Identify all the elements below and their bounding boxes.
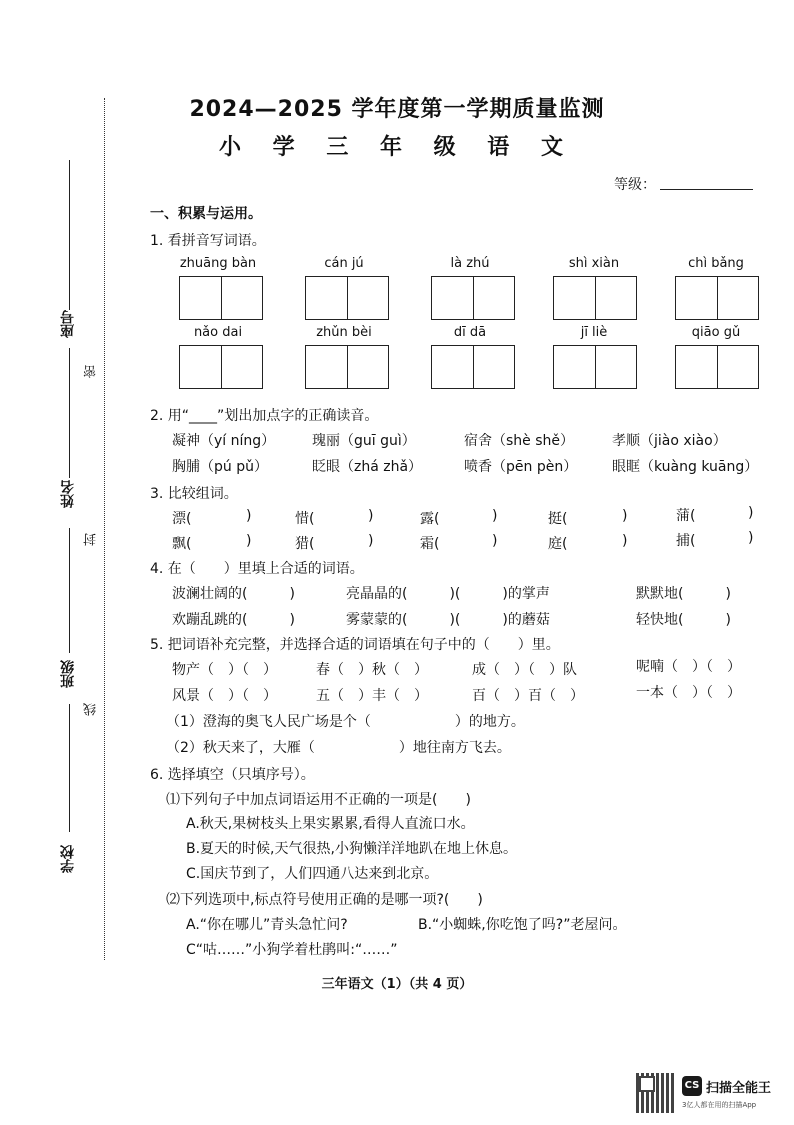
q2-title: 2. 用“____”划出加点字的正确读音。 [150,408,379,424]
binding-dotted-line [104,98,105,960]
compare-word-close: ) [748,530,754,546]
sentence-fill-2[interactable]: （2）秋天来了，大雁（ ）地往南方飞去。 [166,740,511,756]
fill-phrase[interactable]: 亮晶晶的( )( )的掌声 [346,586,550,602]
pinyin-label: zhuāng bàn [179,256,257,271]
pinyin-label: là zhú [450,256,490,271]
compare-word-close: ) [246,508,252,524]
idiom-item[interactable]: 风景（ ）（ ） [172,688,277,704]
q4-title: 4. 在（ ）里填上合适的词语。 [150,561,364,577]
exam-title: 2024—2025 学年度第一学期质量监测 [189,97,605,122]
idiom-item[interactable]: 物产（ ）（ ） [172,662,277,678]
sentence-fill-1[interactable]: （1）澄海的奥飞人民广场是个（ ）的地方。 [166,714,525,730]
pinyin-label: cán jú [324,256,364,271]
char-box-pair[interactable] [675,345,759,389]
compare-word-open[interactable]: 庭( [548,536,568,552]
compare-word-close: ) [492,533,498,549]
pronunciation-item[interactable]: 眨眼（zhá zhǎ） [312,459,423,475]
grade-input-line[interactable] [660,189,753,190]
seat-label: 座号 [60,310,76,338]
char-box-pair[interactable] [179,345,263,389]
q6-part2-option-c[interactable]: C“咕……”小狗学着杜鹃叫:“……” [186,942,398,958]
fill-phrase[interactable]: 轻快地( ) [636,612,731,628]
idiom-item[interactable]: 一本（ ）（ ） [636,685,741,701]
seal-char-xian: 线 [84,703,99,716]
pronunciation-item[interactable]: 宿舍（shè shě） [464,433,575,449]
compare-word-close: ) [368,533,374,549]
pronunciation-item[interactable]: 孝顺（jiào xiào） [612,433,727,449]
compare-word-open[interactable]: 飘( [172,536,192,552]
page-footer: 三年语文（1）（共 4 页） [321,977,473,992]
compare-word-open[interactable]: 霜( [420,536,440,552]
compare-word-open[interactable]: 蒲( [676,508,696,524]
watermark-tagline: 3亿人都在用的扫描App [682,1101,757,1109]
name-label: 姓名 [60,480,76,508]
grade-label: 等级： [614,177,656,193]
q6-part1-option-c[interactable]: C.国庆节到了，人们四通八达来到北京。 [186,866,439,882]
pinyin-label: jī liè [580,325,608,340]
pronunciation-item[interactable]: 喷香（pēn pèn） [464,459,578,475]
qr-code-icon [636,1073,676,1113]
pronunciation-item[interactable]: 凝神（yí níng） [172,433,276,449]
pinyin-label: nǎo dai [193,325,243,340]
q6-part1-option-a[interactable]: A.秋天,果树枝头上果实累累,看得人直流口水。 [186,816,475,832]
fill-phrase[interactable]: 默默地( ) [636,586,731,602]
idiom-item[interactable]: 百（ ）百（ ） [472,688,584,704]
q6-part2-option-b[interactable]: B.“小蜘蛛,你吃饱了吗?”老屋问。 [418,917,627,933]
q5-title: 5. 把词语补充完整，并选择合适的词语填在句子中的（ ）里。 [150,637,560,653]
q6-part1-option-b[interactable]: B.夏天的时候,天气很热,小狗懒洋洋地趴在地上休息。 [186,841,517,857]
pinyin-label: chì bǎng [688,256,744,271]
char-box-pair[interactable] [675,276,759,320]
char-box-pair[interactable] [431,345,515,389]
compare-word-open[interactable]: 猎( [295,536,315,552]
pronunciation-item[interactable]: 眼眶（kuàng kuāng） [612,459,759,475]
q1-title: 1. 看拼音写词语。 [150,233,266,249]
class-label: 班级 [60,660,76,688]
compare-word-open[interactable]: 捕( [676,533,696,549]
compare-word-close: ) [368,508,374,524]
idiom-item[interactable]: 成（ ）（ ）队 [472,662,577,678]
compare-word-open[interactable]: 惜( [295,511,315,527]
school-label: 学校 [60,845,76,873]
seal-char-feng: 封 [84,533,99,546]
char-box-pair[interactable] [179,276,263,320]
pinyin-label: dī dā [453,325,487,340]
q6-title: 6. 选择填空（只填序号）。 [150,767,315,783]
school-fill-line [69,704,70,832]
pinyin-label: zhǔn bèi [316,325,372,340]
section-title: 一、积累与运用。 [150,206,262,222]
char-box-pair[interactable] [305,276,389,320]
idiom-item[interactable]: 五（ ）丰（ ） [316,688,428,704]
q6-part2-option-a[interactable]: A.“你在哪儿”青头急忙问? [186,917,348,933]
idiom-item[interactable]: 春（ ）秋（ ） [316,662,428,678]
compare-word-open[interactable]: 漂( [172,511,192,527]
pinyin-label: shì xiàn [568,256,620,271]
pronunciation-item[interactable]: 胸脯（pú pǔ） [172,459,268,475]
pronunciation-item[interactable]: 瑰丽（guī guì） [312,433,416,449]
exam-subtitle: 小 学 三 年 级 语 文 [219,135,575,160]
camscanner-logo-icon: CS [682,1076,702,1096]
q6-part2-prompt: ⑵下列选项中,标点符号使用正确的是哪一项?( ) [166,892,483,908]
compare-word-close: ) [622,508,628,524]
q6-part1-prompt: ⑴下列句子中加点词语运用不正确的一项是( ) [166,792,471,808]
pinyin-label: qiāo gǔ [691,325,741,340]
seal-char-mi: 密 [84,365,99,378]
char-box-pair[interactable] [305,345,389,389]
char-box-pair[interactable] [553,276,637,320]
fill-phrase[interactable]: 波澜壮阔的( ) [172,586,295,602]
seat-fill-line [69,160,70,310]
char-box-pair[interactable] [553,345,637,389]
watermark-brand: 扫描全能王 [706,1081,772,1096]
compare-word-open[interactable]: 露( [420,511,440,527]
fill-phrase[interactable]: 雾蒙蒙的( )( )的蘑菇 [346,612,550,628]
q3-title: 3. 比较组词。 [150,486,238,502]
name-fill-line [69,348,70,478]
compare-word-close: ) [748,505,754,521]
idiom-item[interactable]: 呢喃（ ）（ ） [636,659,741,675]
fill-phrase[interactable]: 欢蹦乱跳的( ) [172,612,295,628]
compare-word-close: ) [622,533,628,549]
char-box-pair[interactable] [431,276,515,320]
class-fill-line [69,528,70,653]
compare-word-close: ) [492,508,498,524]
compare-word-open[interactable]: 挺( [548,511,568,527]
compare-word-close: ) [246,533,252,549]
